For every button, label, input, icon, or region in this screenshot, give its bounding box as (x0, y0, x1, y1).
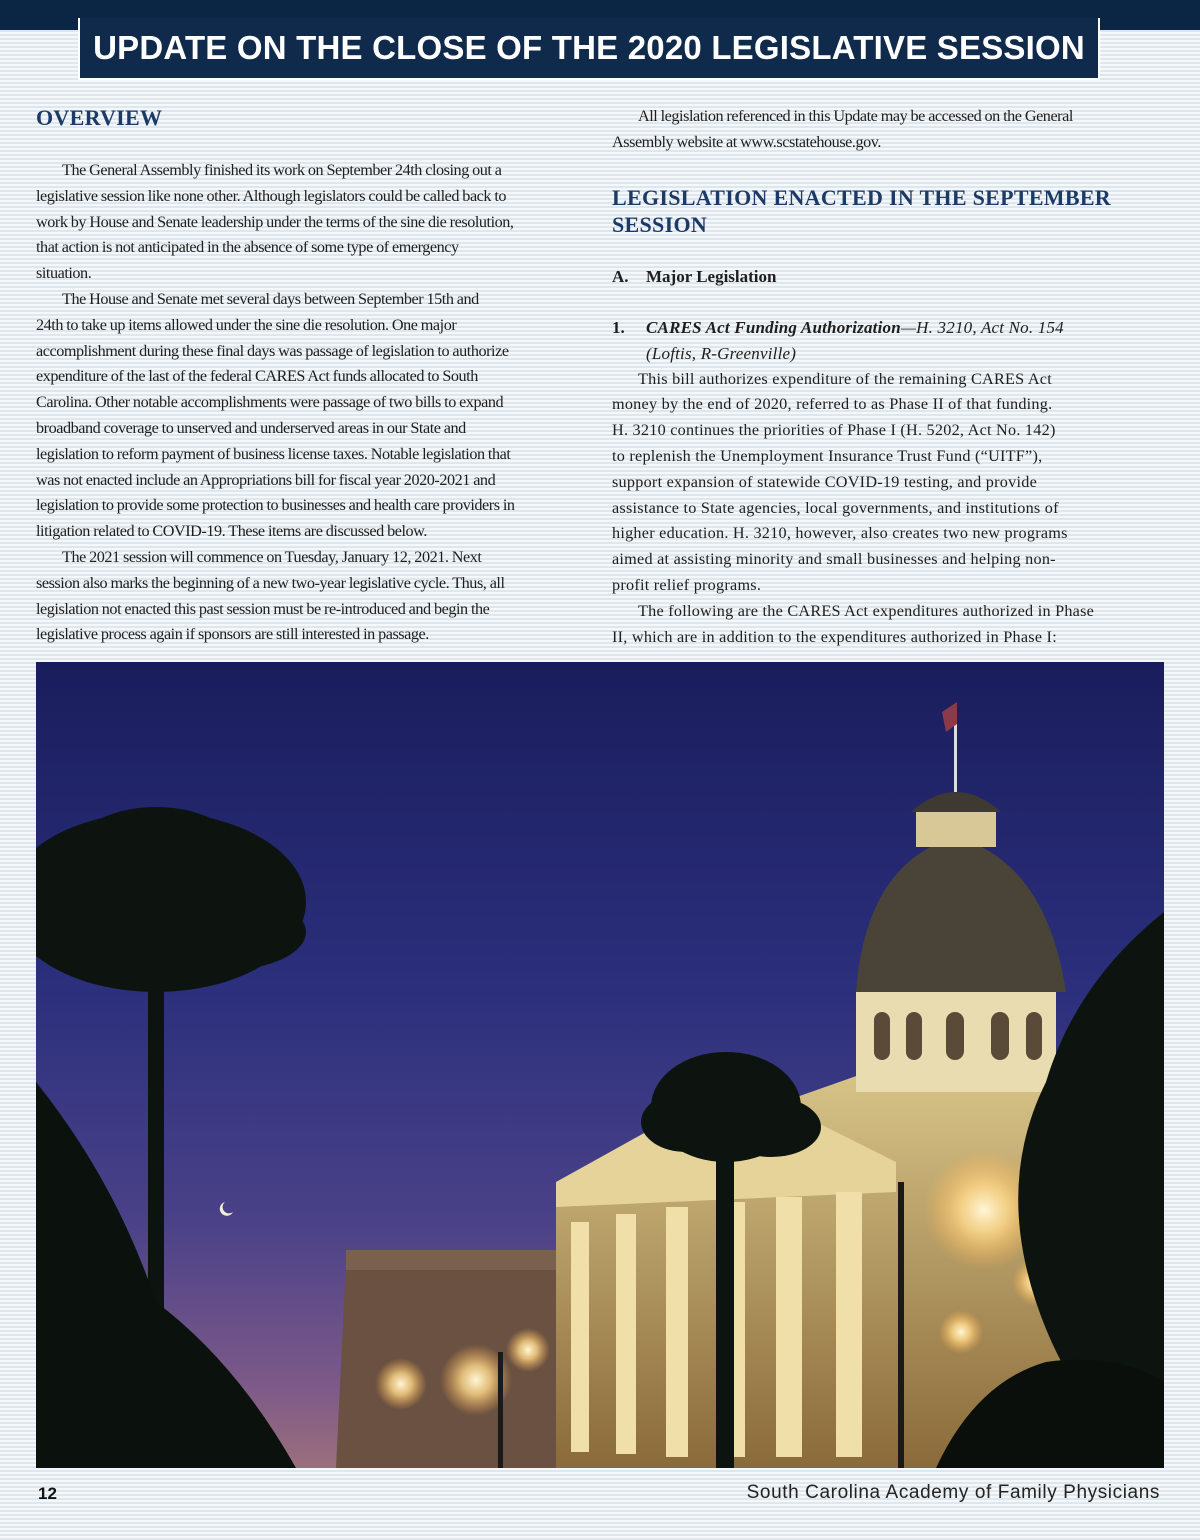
text-line: higher education. H. 3210, however, also creates two new programs (612, 524, 1068, 543)
overview-heading: OVERVIEW (36, 105, 163, 130)
right-column (612, 100, 1152, 650)
footer-organization: South Carolina Academy of Family Physicians (746, 1482, 1160, 1503)
text-line: money by the end of 2020, referred to as Phase II of that funding. (612, 395, 1053, 414)
text-line: support expansion of statewide COVID-19 testing, and provide (612, 472, 1038, 491)
item-title-bold: CARES Act Funding Authorization (646, 317, 901, 337)
text-line: situation. (36, 264, 92, 283)
text-line: The following are the CARES Act expenditures authorized in Phase (638, 601, 1095, 620)
lamp-post (498, 1352, 503, 1468)
text-line: was not enacted include an Appropriations bill for fiscal year 2020-2021 and (36, 470, 496, 489)
lantern (916, 812, 996, 847)
text-line: legislative session like none other. Although legislators could be called back to (36, 186, 507, 205)
sub-heading-major-legislation (612, 264, 1152, 290)
left-wing-cornice (346, 1250, 561, 1270)
item-body-paragraph-1 (612, 367, 1152, 599)
text-line: legislation to reform payment of business license taxes. Notable legislation that (36, 444, 511, 463)
text-line: 24th to take up items allowed under the sine die resolution. One major (36, 315, 457, 334)
text-line: expenditure of the last of the federal CARES Act funds allocated to South (36, 367, 478, 386)
lamp-glow (375, 1358, 427, 1410)
text-line: This bill authorizes expenditure of the remaining CARES Act (638, 369, 1052, 388)
text-line: aimed at assisting minority and small businesses and helping non- (612, 550, 1056, 569)
text-line: H. 3210 continues the priorities of Phase I (H. 5202, Act No. 142) (612, 421, 1056, 440)
text-line: work by House and Senate leadership under the terms of the sine die resolution, (36, 212, 514, 231)
text-line: The General Assembly finished its work on September 24th closing out a (62, 161, 502, 179)
flagpole (954, 722, 957, 792)
text-line: assistance to State agencies, local governments, and institutions of (612, 498, 1059, 517)
website-note (612, 104, 1152, 156)
heading-line: SESSION (612, 211, 708, 237)
left-column (36, 100, 590, 648)
text-line: legislation to provide some protection to businesses and health care providers in (36, 496, 515, 515)
text-line: litigation related to COVID-19. These items are discussed below. (36, 522, 427, 541)
sub-heading-marker: A. (612, 266, 629, 286)
text-line: legislation not enacted this past session must be re-introduced and begin the (36, 599, 490, 618)
text-line: profit relief programs. (612, 575, 762, 594)
text-line: that action is not anticipated in the absence of some type of emergency (36, 238, 459, 257)
lamp-post (898, 1182, 904, 1468)
overview-paragraph-2 (36, 287, 590, 545)
text-line: The 2021 session will commence on Tuesday, January 12, 2021. Next (62, 547, 482, 566)
text-line: to replenish the Unemployment Insurance Trust Fund (“UITF”), (612, 446, 1043, 465)
item-cares-act (612, 315, 1152, 367)
item-body-paragraph-2 (612, 599, 1152, 651)
text-line: accomplishment during these final days was passage of legislation to authorize (36, 341, 509, 360)
overview-paragraph-3 (36, 545, 590, 648)
lamp-glow (939, 1310, 983, 1354)
text-line: The House and Senate met several days between September 15th and (62, 289, 479, 308)
text-line: II, which are in addition to the expenditures authorized in Phase I: (612, 627, 1057, 646)
title-banner (78, 18, 1100, 80)
item-marker: 1. (612, 317, 625, 337)
statehouse-illustration (36, 662, 1164, 1468)
page-number: 12 (38, 1484, 57, 1503)
legislation-enacted-heading (612, 184, 1152, 238)
lamp-glow (506, 1328, 550, 1372)
text-line: Assembly website at www.scstatehouse.gov. (612, 132, 881, 151)
item-title-rest: —H. 3210, Act No. 154 (900, 317, 1064, 337)
item-sponsor: (Loftis, R-Greenville) (646, 343, 797, 363)
text-line: All legislation referenced in this Update may be accessed on the General (638, 107, 1073, 125)
text-line: legislative process again if sponsors are still interested in passage. (36, 625, 429, 644)
page-title: UPDATE ON THE CLOSE OF THE 2020 LEGISLATIVE SESSION (93, 29, 1085, 66)
statehouse-photo (36, 662, 1164, 1468)
text-line: broadband coverage to unserved and underserved areas in our State and (36, 418, 466, 437)
item-title (646, 315, 1064, 367)
text-line: Carolina. Other notable accomplishments were passage of two bills to expand (36, 393, 504, 412)
text-line: session also marks the beginning of a new two-year legislative cycle. Thus, all (36, 573, 505, 592)
heading-line: LEGISLATION ENACTED IN THE SEPTEMBER (612, 184, 1111, 210)
sub-heading-label: Major Legislation (646, 266, 777, 286)
overview-paragraph-1 (36, 158, 590, 287)
